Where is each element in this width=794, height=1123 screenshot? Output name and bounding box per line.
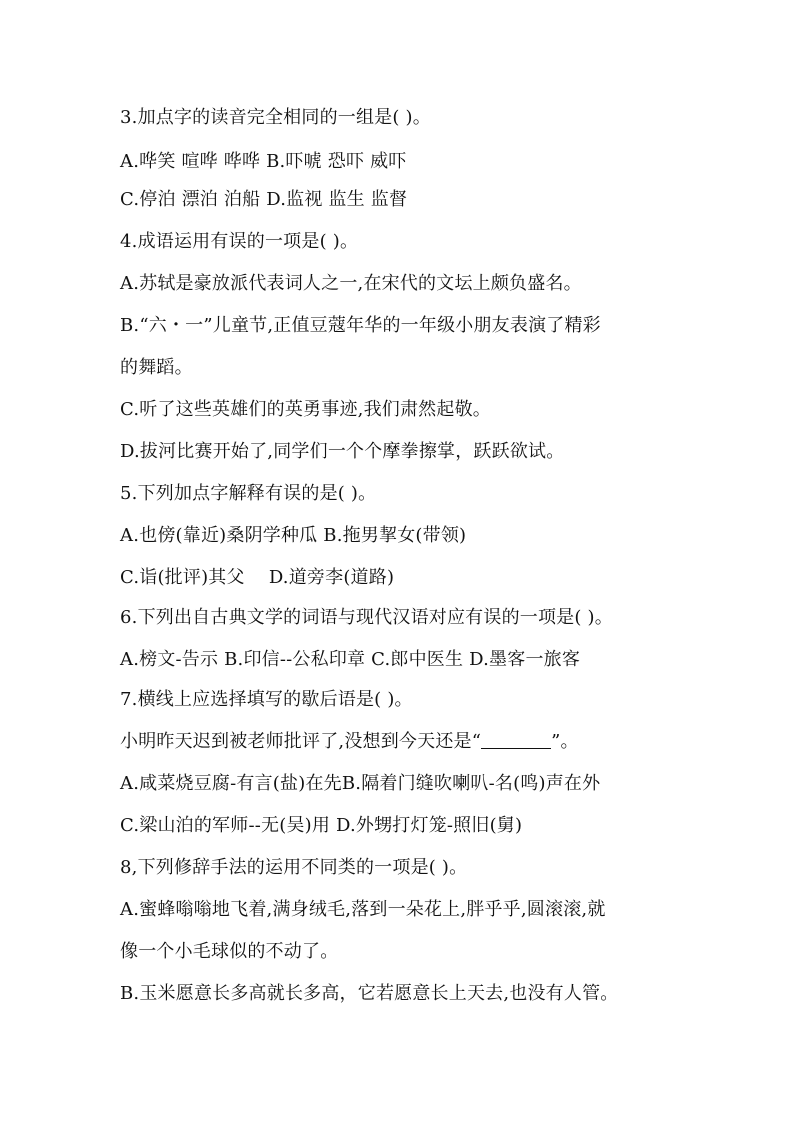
question-7-sentence — [120, 730, 680, 754]
question-7-options-cd: C.梁山泊的军师--无(吴)用 D.外甥打灯笼-照旧(舅) — [120, 815, 523, 836]
question-7-stem: 7.横线上应选择填写的歇后语是( )。 — [120, 689, 413, 710]
question-8-option-a: A.蜜蜂嗡嗡地飞着,满身绒毛,落到一朵花上,胖乎乎,圆滚滚,就 — [120, 899, 606, 920]
question-7-options-ab: A.咸菜烧豆腐-有言(盐)在先B.隔着门缝吹喇叭-名(鸣)声在外 — [120, 773, 601, 794]
question-4-option-a: A.苏轼是豪放派代表词人之一,在宋代的文坛上颇负盛名。 — [120, 273, 582, 294]
question-4-stem: 4.成语运用有误的一项是( )。 — [120, 231, 359, 252]
question-8-stem: 8,下列修辞手法的运用不同类的一项是( )。 — [120, 857, 468, 878]
question-4-option-c: C.听了这些英雄们的英勇事迹,我们肃然起敬。 — [120, 399, 491, 420]
question-7-sentence-after: ”。 — [551, 731, 579, 752]
question-8-option-b: B.玉米愿意长多高就长多高，它若愿意长上天去,也没有人管。 — [120, 983, 619, 1004]
question-7-sentence-before: 小明昨天迟到被老师批评了,没想到今天还是“ — [120, 731, 482, 752]
question-5-options-cd: C.诣(批评)其父 D.道旁李(道路) — [120, 567, 395, 588]
question-6-options: A.榜文-告示 B.印信--公私印章 C.郎中医生 D.墨客一旅客 — [120, 649, 581, 670]
question-4-option-b-cont: 的舞蹈。 — [120, 357, 193, 378]
question-4-option-b: B.“六・一”儿童节,正值豆蔻年华的一年级小朋友表演了精彩 — [120, 315, 601, 336]
question-3-options-ab: A.哗笑 喧哗 哗哗 B.吓唬 恐吓 威吓 — [120, 151, 407, 172]
question-5-options-ab: A.也傍(靠近)桑阴学种瓜 B.拖男挈女(带领) — [120, 525, 467, 546]
question-3-stem: 3.加点字的读音完全相同的一组是( )。 — [120, 107, 431, 128]
question-4-option-d: D.拔河比赛开始了,同学们一个个摩拳擦掌，跃跃欲试。 — [120, 441, 565, 462]
answer-blank — [481, 732, 551, 749]
question-5-stem: 5.下列加点字解释有误的是( )。 — [120, 483, 377, 504]
question-8-option-a-cont: 像一个小毛球似的不动了。 — [120, 941, 339, 962]
question-3-options-cd: C.停泊 漂泊 泊船 D.监视 监生 监督 — [120, 189, 408, 210]
question-6-stem: 6.下列出自古典文学的词语与现代汉语对应有误的一项是( )。 — [120, 607, 613, 628]
